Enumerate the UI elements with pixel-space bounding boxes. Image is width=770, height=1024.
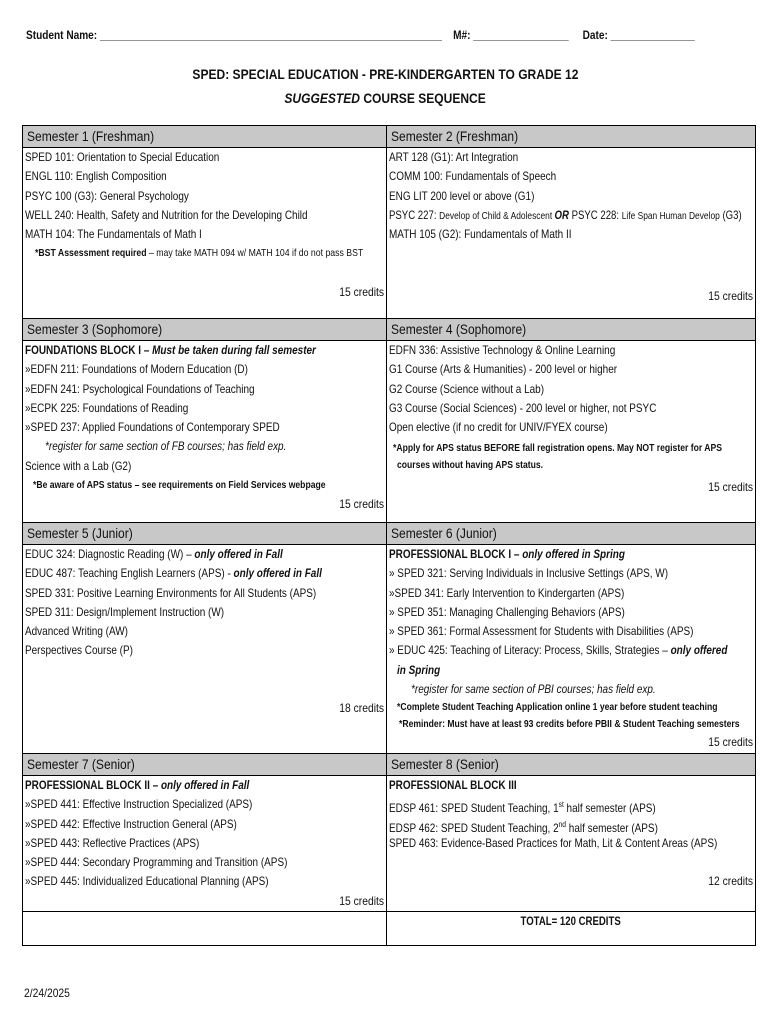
semester-1-cell bbox=[23, 148, 387, 319]
semester-5-header: Semester 5 (Junior) bbox=[23, 523, 387, 545]
semester-6-cell bbox=[387, 545, 756, 754]
date-field[interactable]: _______________ bbox=[610, 28, 695, 42]
course-line: PSYC 100 (G3): General Psychology bbox=[25, 188, 189, 203]
student-name-field[interactable]: _____________________________________________________________ bbox=[99, 28, 442, 42]
document-title: SPED: SPECIAL EDUCATION - PRE-KINDERGARTEN TO GRADE 12 bbox=[191, 66, 578, 82]
semester-8-cell bbox=[387, 776, 756, 912]
semester-2-cell bbox=[387, 148, 756, 319]
total-credits: TOTAL= 120 CREDITS bbox=[387, 912, 756, 946]
course-line: SPED 463: Evidence-Based Practices for Math, Lit & Content Areas (APS) bbox=[389, 835, 718, 850]
bst-note: *BST Assessment required – may take MATH 094 w/ MATH 104 if do not pass BST bbox=[35, 247, 364, 260]
course-line: »SPED 341: Early Intervention to Kindergarten (APS) bbox=[389, 585, 625, 600]
course-line: EDUC 487: Teaching English Learners (APS) - only offered in Fall bbox=[25, 566, 322, 581]
semester-5-cell bbox=[23, 545, 387, 754]
course-line: EDUC 324: Diagnostic Reading (W) – only offered in Fall bbox=[25, 547, 283, 561]
semester-4-cell bbox=[387, 341, 756, 523]
course-line: G3 Course (Social Sciences) - 200 level or higher, not PSYC bbox=[389, 400, 657, 415]
course-line: » SPED 361: Formal Assessment for Students with Disabilities (APS) bbox=[389, 624, 694, 639]
course-line: » SPED 351: Managing Challenging Behaviors (APS) bbox=[389, 604, 625, 619]
revision-date: 2/24/2025 bbox=[24, 986, 70, 1000]
course-line: ENGL 110: English Composition bbox=[25, 169, 167, 184]
semester-4-header: Semester 4 (Sophomore) bbox=[387, 319, 756, 341]
semester-7-credits: 15 credits bbox=[339, 893, 384, 908]
course-line: SPED 331: Positive Learning Environments for All Students (APS) bbox=[25, 585, 317, 600]
document-subtitle: SUGGESTED COURSE SEQUENCE bbox=[284, 90, 486, 106]
course-line: »SPED 445: Individualized Educational Planning (APS) bbox=[25, 874, 269, 889]
semester-1-credits: 15 credits bbox=[339, 285, 384, 300]
course-line: EDSP 462: SPED Student Teaching, 2nd half semester (APS) bbox=[389, 819, 658, 835]
course-line: COMM 100: Fundamentals of Speech bbox=[389, 169, 557, 184]
aps-apply-note-cont: courses without having APS status. bbox=[397, 459, 544, 472]
semester-3-cell bbox=[23, 341, 387, 523]
course-line: SPED 311: Design/Implement Instruction (W) bbox=[25, 604, 225, 619]
course-line: »EDFN 211: Foundations of Modern Education (D) bbox=[25, 362, 248, 377]
course-line: Perspectives Course (P) bbox=[25, 643, 133, 658]
semester-8-credits: 12 credits bbox=[708, 874, 753, 889]
course-line: Advanced Writing (AW) bbox=[25, 624, 128, 639]
semester-7-header: Semester 7 (Senior) bbox=[23, 754, 387, 776]
course-line: EDFN 336: Assistive Technology & Online Learning bbox=[389, 343, 616, 357]
semester-6-header: Semester 6 (Junior) bbox=[387, 523, 756, 545]
total-blank-cell bbox=[23, 912, 387, 946]
course-line: »SPED 443: Reflective Practices (APS) bbox=[25, 835, 200, 850]
foundations-block-heading: FOUNDATIONS BLOCK I – Must be taken during fall semester bbox=[25, 343, 316, 357]
semester-3-credits: 15 credits bbox=[339, 497, 384, 512]
course-line: MATH 104: The Fundamentals of Math I bbox=[25, 227, 202, 242]
semester-5-credits: 18 credits bbox=[339, 701, 384, 716]
aps-apply-note: *Apply for APS status BEFORE fall registration opens. May NOT register for APS bbox=[393, 442, 722, 455]
course-line: WELL 240: Health, Safety and Nutrition for the Developing Child bbox=[25, 207, 308, 222]
mnum-label: M#: bbox=[453, 28, 471, 42]
course-line: Open elective (if no credit for UNIV/FYEX course) bbox=[389, 420, 608, 435]
course-line: Science with a Lab (G2) bbox=[25, 458, 132, 473]
course-line: »SPED 444: Secondary Programming and Transition (APS) bbox=[25, 855, 288, 870]
course-line: »EDFN 241: Psychological Foundations of Teaching bbox=[25, 381, 255, 396]
course-line: »SPED 441: Effective Instruction Specialized (APS) bbox=[25, 797, 253, 812]
course-line: EDSP 461: SPED Student Teaching, 1st half semester (APS) bbox=[389, 800, 656, 816]
date-label: Date: bbox=[582, 28, 608, 42]
in-spring-text: in Spring bbox=[397, 662, 441, 677]
professional-block-2-heading: PROFESSIONAL BLOCK II – only offered in Fall bbox=[25, 778, 250, 792]
aps-note: *Be aware of APS status – see requirements on Field Services webpage bbox=[33, 479, 326, 492]
professional-block-3-heading: PROFESSIONAL BLOCK III bbox=[389, 778, 517, 792]
course-line: »SPED 442: Effective Instruction General (APS) bbox=[25, 816, 237, 831]
semester-2-credits: 15 credits bbox=[708, 289, 753, 304]
psyc-choice-line: PSYC 227: Develop of Child & Adolescent OR PSYC 228: Life Span Human Develop (G3) bbox=[389, 207, 742, 222]
semester-7-cell bbox=[23, 776, 387, 912]
semester-8-header: Semester 8 (Senior) bbox=[387, 754, 756, 776]
semester-1-header: Semester 1 (Freshman) bbox=[23, 126, 387, 148]
course-line: MATH 105 (G2): Fundamentals of Math II bbox=[389, 227, 572, 242]
semester-2-header: Semester 2 (Freshman) bbox=[387, 126, 756, 148]
semester-3-header: Semester 3 (Sophomore) bbox=[23, 319, 387, 341]
fb-note: *register for same section of FB courses; has field exp. bbox=[45, 439, 287, 454]
student-name-label: Student Name: bbox=[26, 28, 98, 42]
semester-6-credits: 15 credits bbox=[708, 735, 753, 750]
course-line: G2 Course (Science without a Lab) bbox=[389, 381, 545, 396]
student-info-line bbox=[26, 28, 746, 42]
course-line: »SPED 237: Applied Foundations of Contemporary SPED bbox=[25, 420, 280, 435]
reminder-note: *Reminder: Must have at least 93 credits before PBII & Student Teaching semesters bbox=[399, 718, 740, 731]
course-sequence-table bbox=[22, 125, 756, 946]
course-line: » SPED 321: Serving Individuals in Inclusive Settings (APS, W) bbox=[389, 566, 669, 581]
course-line: ART 128 (G1): Art Integration bbox=[389, 150, 519, 164]
mnum-field[interactable]: _________________ bbox=[473, 28, 569, 42]
professional-block-1-heading: PROFESSIONAL BLOCK I – only offered in Spring bbox=[389, 547, 625, 561]
course-line: » EDUC 425: Teaching of Literacy: Process, Skills, Strategies – only offered bbox=[389, 643, 728, 658]
course-line: »ECPK 225: Foundations of Reading bbox=[25, 400, 189, 415]
semester-4-credits: 15 credits bbox=[708, 480, 753, 495]
course-line: ENG LIT 200 level or above (G1) bbox=[389, 188, 535, 203]
course-line: G1 Course (Arts & Humanities) - 200 level or higher bbox=[389, 362, 618, 377]
course-line: SPED 101: Orientation to Special Education bbox=[25, 150, 220, 164]
student-teaching-note: *Complete Student Teaching Application online 1 year before student teaching bbox=[397, 701, 718, 714]
pbi-note: *register for same section of PBI courses; has field exp. bbox=[411, 682, 656, 697]
